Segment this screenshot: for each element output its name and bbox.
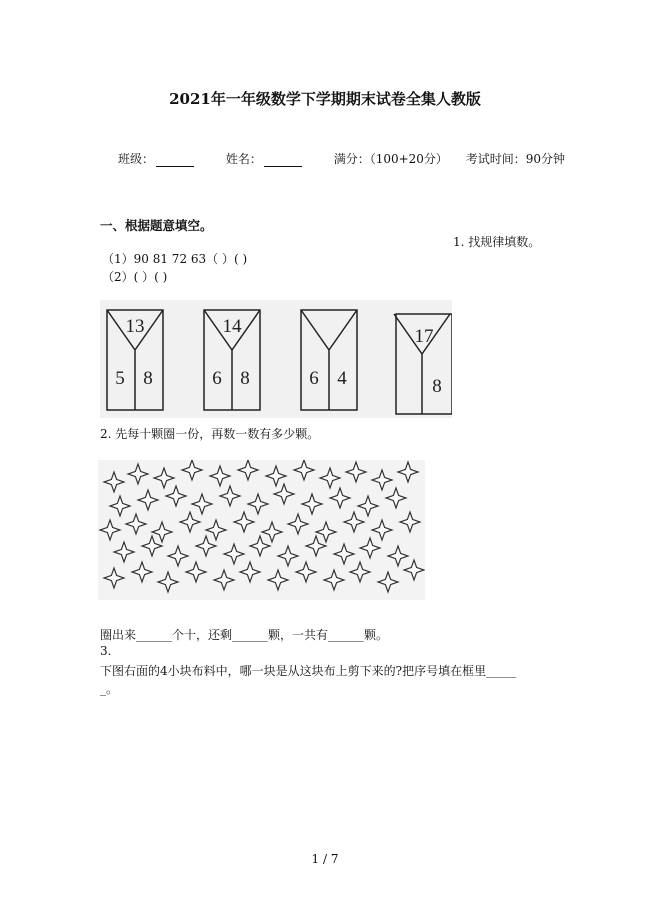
star-icon (158, 572, 178, 592)
page-title: 2021年一年级数学下学期期末试卷全集人教版 (169, 90, 481, 108)
star-icon (142, 536, 162, 556)
star-icon (110, 496, 130, 516)
star-icon (294, 460, 314, 480)
class-blank (156, 154, 194, 167)
star-icon (266, 466, 286, 486)
star-icon (210, 466, 230, 486)
star-icon (138, 490, 158, 510)
star-icon (104, 568, 124, 588)
question-2-answer: 圈出来______个十，还剩______颗，一共有______颗。 (100, 628, 389, 642)
question-1-title: 1. 找规律填数。 (453, 235, 541, 249)
shape-3-left-number: 6 (309, 368, 319, 389)
star-icon (346, 462, 366, 482)
star-icon (320, 468, 340, 488)
question-2-title: 2. 先每十颗圈一份，再数一数有多少颗。 (100, 427, 320, 441)
star-icon (388, 546, 408, 566)
shape-1-right-number: 8 (143, 368, 153, 389)
star-icon (126, 514, 146, 534)
star-icon (278, 546, 298, 566)
star-icon (220, 486, 240, 506)
shape-2-right-number: 8 (240, 368, 250, 389)
star-icon (152, 522, 172, 542)
star-icon (302, 494, 322, 514)
stars-canvas (98, 460, 425, 600)
star-icon (192, 494, 212, 514)
star-icon (154, 468, 174, 488)
section-title: 一、根据题意填空。 (100, 218, 213, 233)
star-icon (358, 496, 378, 516)
star-icon (114, 542, 134, 562)
star-icon (234, 512, 254, 532)
star-icon (268, 570, 288, 590)
star-icon (386, 488, 406, 508)
star-icon (248, 494, 268, 514)
star-icon (262, 522, 282, 542)
shape-1-left-number: 5 (115, 368, 125, 389)
pattern-shape-3 (301, 310, 357, 410)
star-icon (350, 562, 370, 582)
star-icon (180, 512, 200, 532)
score-label: 满分：（100+20分） (333, 152, 448, 166)
class-field: 班级： (118, 152, 208, 166)
question-3-text: 下图右面的4小块布料中，哪一块是从这块布上剪下来的?把序号填在框里_____ (100, 664, 517, 678)
star-icon (214, 570, 234, 590)
question-3-number: 3. (100, 644, 112, 658)
star-icon (250, 536, 270, 556)
shape-4-right-number: 8 (432, 376, 442, 397)
star-icon (132, 562, 152, 582)
page-number: 1 / 7 (311, 852, 339, 866)
question-3-text-continued: _。 (100, 682, 119, 696)
star-icon (372, 470, 392, 490)
star-icon (238, 460, 258, 480)
star-icon (306, 536, 326, 556)
shape-1-top-number: 13 (125, 316, 145, 337)
question-1-line-2: （2）( ）( ) (102, 270, 168, 284)
shape-2-top-number: 14 (222, 316, 242, 337)
shape-2-left-number: 6 (212, 368, 222, 389)
star-icon (128, 464, 148, 484)
star-icon (104, 472, 124, 492)
shape-4-top-number: 17 (414, 326, 434, 347)
star-icon (334, 544, 354, 564)
star-icon (378, 572, 398, 592)
star-icon (206, 520, 226, 540)
star-icon (344, 512, 364, 532)
star-icon (398, 462, 418, 482)
pattern-shapes (100, 300, 452, 418)
header-info (118, 150, 579, 167)
time-label: 考试时间：90分钟 (465, 152, 566, 166)
star-icon (400, 512, 420, 532)
star-icon (296, 562, 316, 582)
star-icon (324, 570, 344, 590)
star-icon (360, 538, 380, 558)
star-icon (186, 562, 206, 582)
shape-3-right-number: 4 (337, 368, 347, 389)
star-icon (100, 520, 120, 540)
star-icon (288, 514, 308, 534)
star-icon (274, 484, 294, 504)
star-icon (196, 536, 216, 556)
star-icon (166, 486, 186, 506)
star-icon (224, 544, 244, 564)
star-icon (372, 520, 392, 540)
name-field: 姓名： (226, 152, 316, 166)
name-blank (264, 154, 302, 167)
star-icon (404, 560, 424, 580)
star-icon (316, 522, 336, 542)
star-icon (182, 460, 202, 480)
stars-figure (98, 460, 425, 600)
pattern-figure (100, 300, 452, 418)
question-1-line-1: （1）90 81 72 63（ ）( ) (102, 252, 248, 266)
star-icon (330, 488, 350, 508)
star-icon (168, 546, 188, 566)
star-icon (240, 562, 260, 582)
